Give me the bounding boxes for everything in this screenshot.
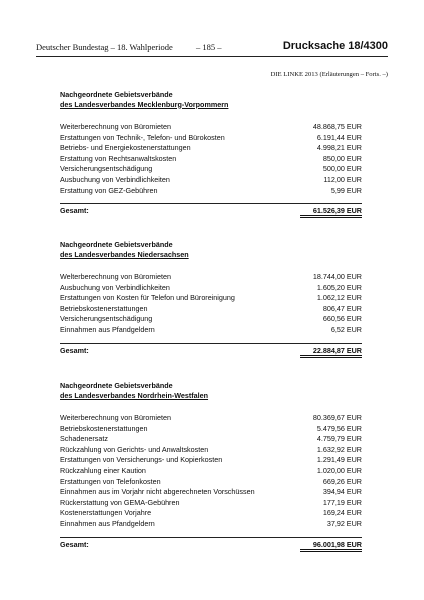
section-title bbox=[60, 381, 362, 400]
list-item bbox=[60, 498, 362, 509]
header-document-number: Drucksache 18/4300 bbox=[282, 40, 388, 52]
header-page-number: – 185 – bbox=[196, 42, 222, 52]
list-item bbox=[60, 283, 362, 294]
section-title-line2: des Landesverbandes Nordrhein-Westfalen bbox=[60, 390, 209, 400]
page-header bbox=[36, 40, 388, 54]
total-row bbox=[60, 344, 362, 358]
list-item bbox=[60, 175, 362, 186]
section-nordrhein-westfalen bbox=[60, 381, 362, 552]
total-amount: 96.001,98 EUR bbox=[312, 539, 362, 549]
item-list bbox=[60, 272, 362, 336]
list-item bbox=[60, 186, 362, 197]
item-label: Ausbuchung von Verbindlichkeiten bbox=[60, 174, 170, 184]
item-label: Erstattungen von Kosten für Telefon und Büroreinigung bbox=[60, 293, 235, 303]
item-label: Betriebskostenerstattungen bbox=[60, 303, 148, 313]
list-item bbox=[60, 143, 362, 154]
list-item bbox=[60, 164, 362, 175]
item-label: Ausbuchung von Verbindlichkeiten bbox=[60, 282, 170, 292]
list-item bbox=[60, 519, 362, 530]
section-title bbox=[60, 90, 362, 109]
item-amount: 850,00 EUR bbox=[322, 153, 362, 163]
item-amount: 5.479,56 EUR bbox=[316, 423, 362, 433]
list-item bbox=[60, 487, 362, 498]
item-label: Erstattung von GEZ-Gebühren bbox=[60, 185, 158, 195]
item-list bbox=[60, 413, 362, 530]
item-label: Betriebs- und Energiekostenerstattungen bbox=[60, 143, 191, 153]
total-label: Gesamt: bbox=[60, 206, 89, 216]
list-item bbox=[60, 445, 362, 456]
item-amount: 500,00 EUR bbox=[322, 164, 362, 174]
item-label: Einnahmen aus im Vorjahr nicht abgerechneten Vorschüssen bbox=[60, 487, 255, 497]
header-parliament: Deutscher Bundestag – 18. Wahlperiode bbox=[36, 42, 173, 52]
item-list bbox=[60, 122, 362, 196]
item-amount: 48.868,75 EUR bbox=[312, 122, 362, 131]
item-amount: 169,24 EUR bbox=[322, 508, 362, 518]
item-label: Betriebskostenerstattungen bbox=[60, 423, 148, 433]
total-label: Gesamt: bbox=[60, 539, 89, 549]
item-label: Schadenersatz bbox=[60, 434, 108, 444]
section-title-line1: Nachgeordnete Gebietsverbände bbox=[60, 381, 173, 390]
list-item bbox=[60, 455, 362, 466]
item-label: Versicherungsentschädigung bbox=[60, 164, 153, 174]
item-amount: 6,52 EUR bbox=[330, 324, 362, 334]
item-amount: 1.020,00 EUR bbox=[316, 465, 362, 475]
item-label: Erstattungen von Telefonkosten bbox=[60, 476, 161, 486]
item-amount: 37,92 EUR bbox=[326, 518, 362, 528]
item-amount: 1.605,20 EUR bbox=[316, 282, 362, 292]
item-amount: 1.632,92 EUR bbox=[316, 444, 362, 454]
item-label: Weiterberechnung von Büromieten bbox=[60, 122, 171, 131]
item-label: Erstattung von Rechtsanwaltskosten bbox=[60, 153, 177, 163]
list-item bbox=[60, 434, 362, 445]
list-item bbox=[60, 133, 362, 144]
item-amount: 18.744,00 EUR bbox=[312, 272, 362, 281]
section-title-line1: Nachgeordnete Gebietsverbände bbox=[60, 240, 173, 249]
list-item bbox=[60, 413, 362, 424]
total-double-underline bbox=[300, 215, 362, 218]
item-amount: 6.191,44 EUR bbox=[316, 132, 362, 142]
list-item bbox=[60, 272, 362, 283]
item-amount: 1.291,49 EUR bbox=[316, 455, 362, 465]
item-label: Welterberechnung von Büromieten bbox=[60, 272, 171, 281]
item-label: Versicherungsentschädigung bbox=[60, 314, 153, 324]
total-amount: 22.884,87 EUR bbox=[312, 345, 362, 355]
list-item bbox=[60, 293, 362, 304]
item-amount: 669,26 EUR bbox=[322, 476, 362, 486]
list-item bbox=[60, 424, 362, 435]
total-double-underline bbox=[300, 549, 362, 552]
item-label: Erstattungen von Technik-, Telefon- und Bürokosten bbox=[60, 132, 225, 142]
item-amount: 4.759,79 EUR bbox=[316, 434, 362, 444]
item-label: Weiterberechnung von Büromieten bbox=[60, 413, 171, 422]
total-row bbox=[60, 538, 362, 552]
item-amount: 80.369,67 EUR bbox=[312, 413, 362, 422]
item-label: Rückerstattung von GEMA-Gebühren bbox=[60, 497, 180, 507]
section-title-line2: des Landesverbandes Mecklenburg-Vorpommern bbox=[60, 99, 229, 109]
item-label: Rückzahlung von Gerichts- und Anwaltskosten bbox=[60, 444, 209, 454]
item-label: Einnahmen aus Pfandgeldern bbox=[60, 518, 155, 528]
section-subheading: DIE LINKE 2013 (Erläuterungen – Forts. –) bbox=[270, 71, 388, 78]
item-amount: 177,19 EUR bbox=[322, 497, 362, 507]
total-amount: 61.526,39 EUR bbox=[312, 206, 362, 216]
list-item bbox=[60, 325, 362, 336]
list-item bbox=[60, 304, 362, 315]
item-amount: 806,47 EUR bbox=[322, 303, 362, 313]
section-title bbox=[60, 240, 362, 259]
item-amount: 394,94 EUR bbox=[322, 487, 362, 497]
item-amount: 1.062,12 EUR bbox=[316, 293, 362, 303]
item-amount: 4.998,21 EUR bbox=[316, 143, 362, 153]
total-row bbox=[60, 204, 362, 218]
list-item bbox=[60, 314, 362, 325]
item-label: Erstattungen von Versicherungs- und Kopierkosten bbox=[60, 455, 223, 465]
total-label: Gesamt: bbox=[60, 345, 89, 355]
item-amount: 112,00 EUR bbox=[323, 174, 362, 184]
section-title-line1: Nachgeordnete Gebietsverbände bbox=[60, 90, 173, 99]
item-amount: 5,99 EUR bbox=[330, 185, 362, 195]
section-title-line2: des Landesverbandes Niedersachsen bbox=[60, 249, 189, 259]
total-double-underline bbox=[300, 355, 362, 358]
section-mecklenburg-vorpommern bbox=[60, 90, 362, 218]
item-amount: 660,56 EUR bbox=[322, 314, 362, 324]
section-niedersachsen bbox=[60, 240, 362, 358]
list-item bbox=[60, 122, 362, 133]
item-label: Einnahmen aus Pfandgeldern bbox=[60, 324, 155, 334]
list-item bbox=[60, 154, 362, 165]
header-rule bbox=[36, 56, 388, 57]
item-label: Rückzahlung einer Kaution bbox=[60, 465, 146, 475]
list-item bbox=[60, 477, 362, 488]
list-item bbox=[60, 508, 362, 519]
item-label: Kostenerstattungen Vorjahre bbox=[60, 508, 152, 518]
list-item bbox=[60, 466, 362, 477]
